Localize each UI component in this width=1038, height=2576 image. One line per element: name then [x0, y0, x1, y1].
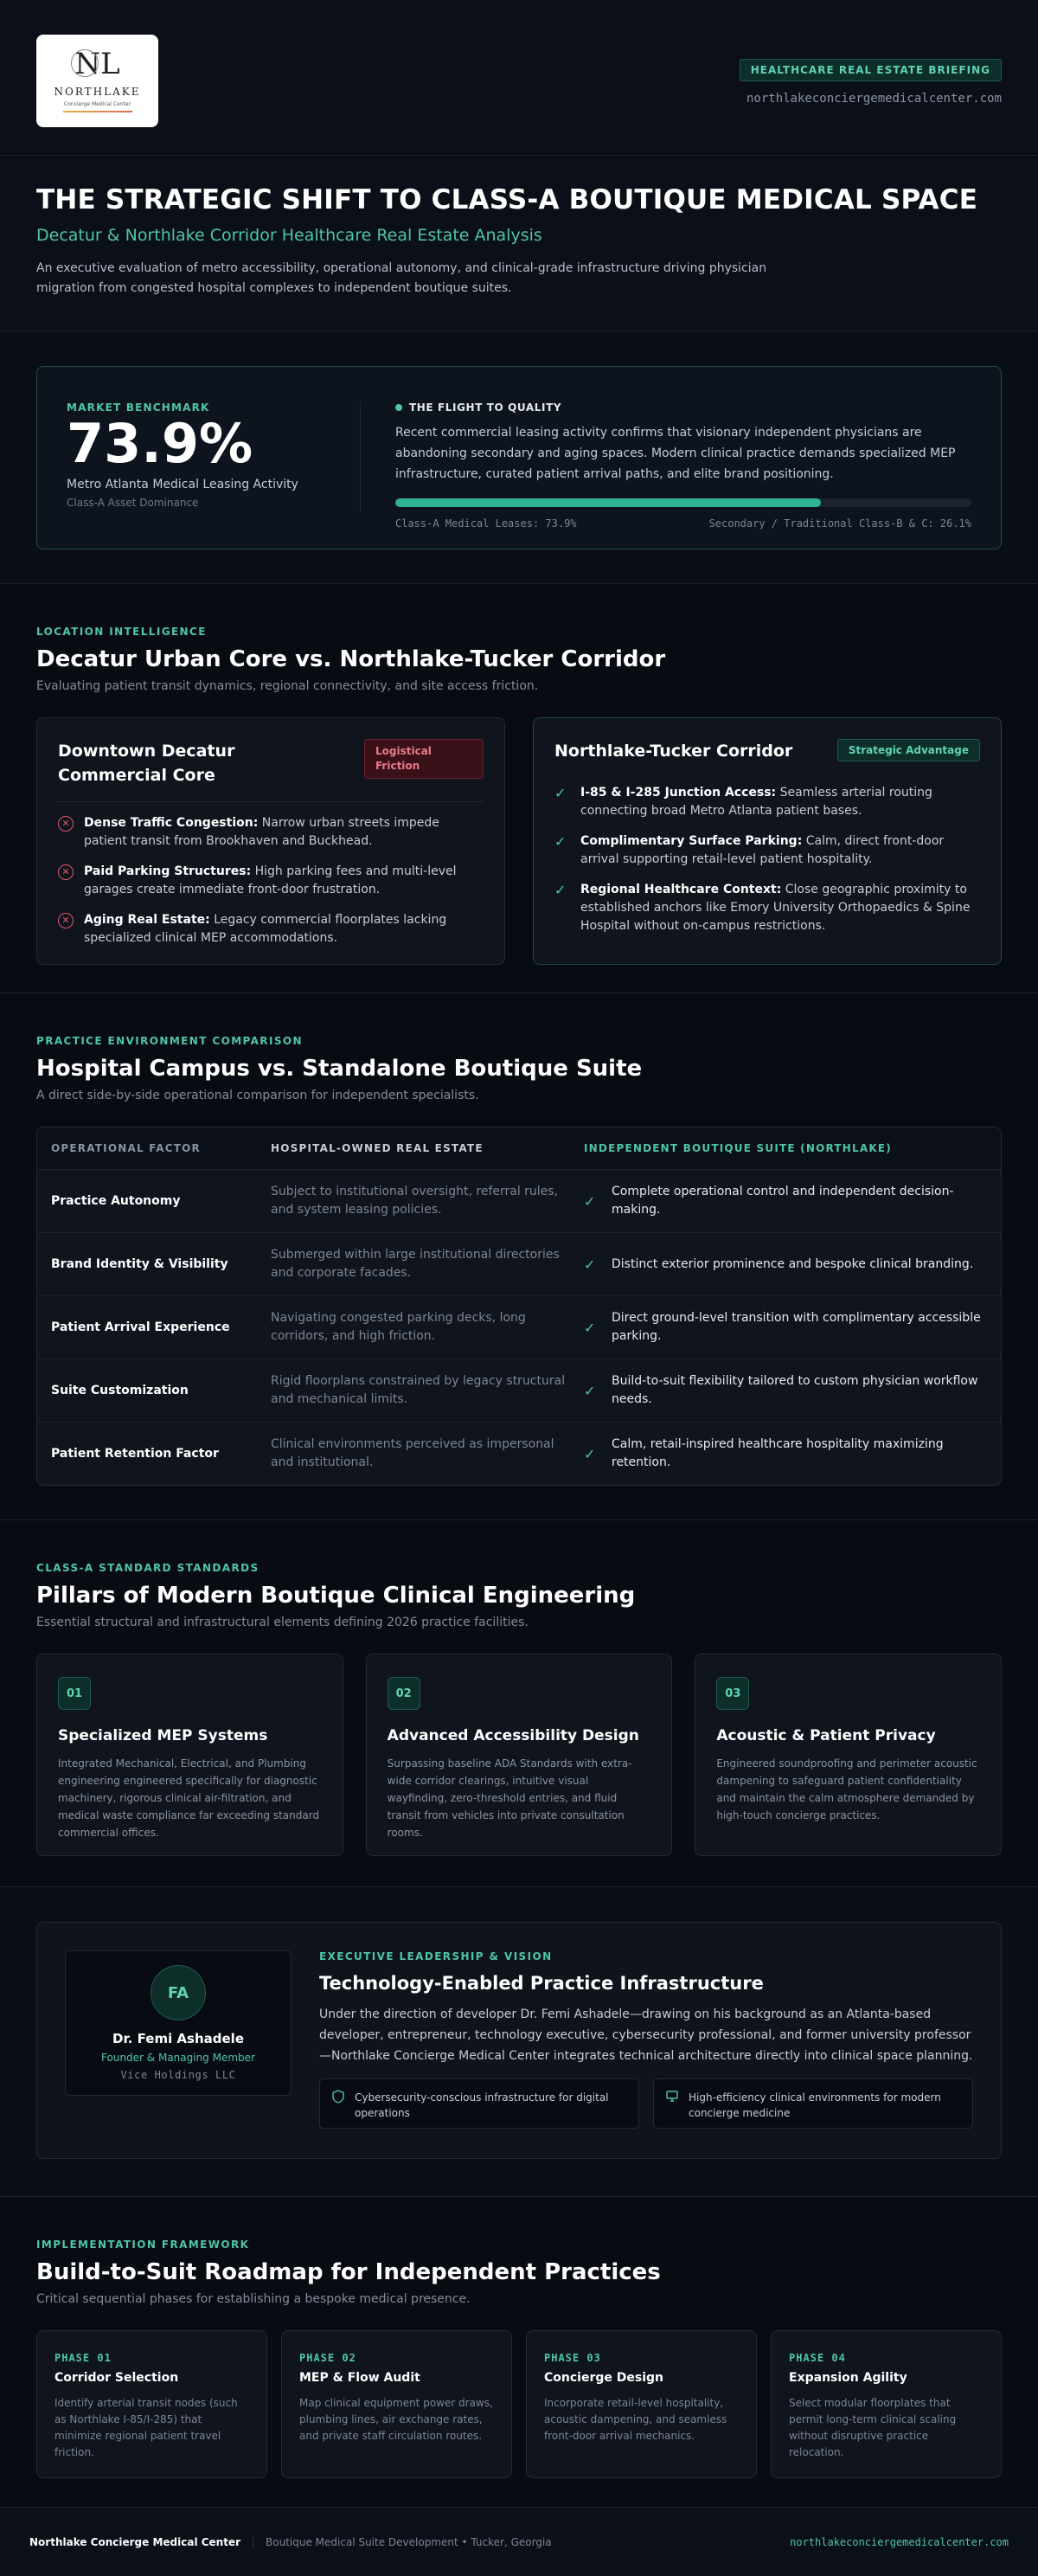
item-heading: Regional Healthcare Context: [580, 883, 782, 896]
phase-text: Identify arterial transit nodes (such as Northlake I-85/I-285) that minimize regional patient travel friction. [54, 2397, 238, 2458]
profile-card [65, 1950, 292, 2096]
table-header [37, 1127, 1001, 1169]
column-header: OPERATIONAL FACTOR [51, 1142, 201, 1154]
check-icon: ✓ [554, 833, 567, 850]
phase-text: Select modular floorplates that permit long-term clinical scaling without disruptive practice relocation. [789, 2397, 957, 2458]
pillar-card [36, 1654, 343, 1856]
comparison-lead: A direct side-by-side operational comparison for independent specialists. [36, 1089, 479, 1102]
leadership-text: Under the direction of developer Dr. Femi Ashadele—drawing on his background as an Atlanta-based developer, entrepreneur, technology executive, cybersecurity professional, and former university professor—Northlake Concierge Medical Center integrates technical architecture directly into clinical space planning. [319, 2007, 973, 2063]
header-domain-link[interactable]: northlakeconciergemedicalcenter.com [746, 92, 1002, 106]
phase-label: PHASE 03 [544, 2352, 601, 2364]
roadmap-section [0, 2197, 1038, 2508]
logo-rule [63, 111, 132, 112]
briefing-block [740, 59, 1002, 106]
pillar-number: 03 [716, 1677, 749, 1710]
check-icon: ✓ [584, 1192, 596, 1210]
hero-intro: An executive evaluation of metro accessibility, operational autonomy, and clinical-grade infrastructure driving physician migration from congested hospital complexes to independent boutique suites. [36, 261, 767, 295]
avatar: FA [151, 1965, 206, 2020]
pillars-eyebrow: CLASS-A STANDARD STANDARDS [36, 1562, 260, 1574]
list-item [58, 911, 484, 948]
feature-clinical [653, 2078, 973, 2129]
check-icon: ✓ [584, 1256, 596, 1273]
pillar-title: Specialized MEP Systems [58, 1727, 268, 1744]
roadmap-title: Build-to-Suit Roadmap for Independent Practices [36, 2259, 661, 2285]
location-lead: Evaluating patient transit dynamics, regional connectivity, and site access friction. [36, 679, 539, 693]
leadership-card [36, 1922, 1002, 2159]
friction-badge: Logistical Friction [364, 739, 484, 779]
list-item [554, 832, 980, 869]
phase-title: Corridor Selection [54, 2371, 179, 2385]
footer [0, 2508, 1038, 2576]
phase-title: MEP & Flow Audit [299, 2371, 420, 2385]
row-hospital: Rigid floorplans constrained by legacy structural and mechanical limits. [271, 1374, 566, 1406]
row-boutique: Distinct exterior prominence and bespoke clinical branding. [612, 1256, 974, 1271]
pillar-text: Engineered soundproofing and perimeter acoustic dampening to safeguard patient confidentiality and maintain the calm atmosphere demanded by high-touch concierge practices. [716, 1757, 977, 1821]
column-header: INDEPENDENT BOUTIQUE SUITE (NORTHLAKE) [584, 1142, 892, 1154]
footer-info: Boutique Medical Suite Development • Tucker, Georgia [266, 2536, 552, 2548]
legend-secondary: Secondary / Traditional Class-B & C: 26.1% [708, 517, 971, 530]
row-boutique: Complete operational control and independent decision-making. [612, 1185, 954, 1217]
hero-section [0, 156, 1038, 331]
row-factor: Practice Autonomy [51, 1194, 181, 1208]
pillars-section [0, 1520, 1038, 1887]
item-heading: Aging Real Estate: [84, 913, 210, 927]
phase-text: Incorporate retail-level hospitality, acoustic dampening, and seamless front-door arrival mechanics. [544, 2397, 727, 2442]
item-text: Calm, direct front-door arrival supporting retail-level patient hospitality. [580, 834, 945, 866]
row-boutique: Direct ground-level transition with complimentary accessible parking. [612, 1311, 981, 1343]
roadmap-lead: Critical sequential phases for establishing a bespoke medical presence. [36, 2292, 471, 2306]
item-text: Close geographic proximity to established anchors like Emory University Orthopaedics & Spine Hospital without on-campus restrictions. [580, 883, 971, 933]
x-circle-icon: ✕ [58, 816, 74, 832]
flight-title-row [395, 401, 971, 414]
comparison-title: Hospital Campus vs. Standalone Boutique Suite [36, 1056, 643, 1082]
logo-subtitle: Concierge Medical Center [63, 101, 131, 107]
x-circle-icon: ✕ [58, 864, 74, 880]
row-hospital: Submerged within large institutional directories and corporate facades. [271, 1248, 560, 1280]
feature-text: High-efficiency clinical environments for modern concierge medicine [689, 2091, 941, 2119]
northlake-title: Northlake-Tucker Corridor [554, 742, 793, 761]
list-item [554, 881, 980, 935]
leadership-title: Technology-Enabled Practice Infrastructure [319, 1973, 764, 1994]
row-boutique: Calm, retail-inspired healthcare hospitality maximizing retention. [612, 1437, 944, 1469]
item-text: Legacy commercial floorplates lacking specialized clinical MEP accommodations. [84, 913, 447, 945]
benchmark-card [36, 366, 1002, 549]
legend-class-a: Class-A Medical Leases: 73.9% [395, 517, 577, 530]
item-text: Seamless arterial routing connecting broad Metro Atlanta patient bases. [580, 786, 932, 818]
item-heading: I-85 & I-285 Junction Access: [580, 786, 777, 800]
advantage-badge: Strategic Advantage [837, 739, 980, 761]
pillar-text: Integrated Mechanical, Electrical, and Plumbing engineering engineered specifically for diagnostic machinery, rigorous clinical air-filtration, and medical waste compliance far exceeding standard commercial offices. [58, 1757, 320, 1839]
logo-monogram: NL [74, 47, 120, 81]
benchmark-description: Metro Atlanta Medical Leasing Activity [67, 478, 298, 491]
phase-title: Expansion Agility [789, 2371, 907, 2385]
check-icon: ✓ [584, 1319, 596, 1336]
pillar-card [366, 1654, 673, 1856]
flight-text: Recent commercial leasing activity confirms that visionary independent physicians are abandoning secondary and aging spaces. Modern clinical practice demands specialized MEP infrastructure, curated patient arrival paths, and elite brand positioning. [395, 426, 956, 481]
progress-legend [395, 517, 971, 530]
page-title: THE STRATEGIC SHIFT TO CLASS-A BOUTIQUE MEDICAL SPACE [36, 184, 978, 215]
phase-text: Map clinical equipment power draws, plumbing lines, air exchange rates, and private staff circulation routes. [299, 2397, 493, 2442]
pillar-title: Advanced Accessibility Design [387, 1727, 639, 1744]
item-heading: Dense Traffic Congestion: [84, 816, 259, 830]
footer-url-link[interactable]: northlakeconciergemedicalcenter.com [790, 2536, 1009, 2548]
decatur-title: Downtown Decatur Commercial Core [58, 742, 235, 785]
benchmark-value: 73.9% [67, 412, 253, 475]
pillar-card [695, 1654, 1002, 1856]
pillars-lead: Essential structural and infrastructural elements defining 2026 practice facilities. [36, 1616, 529, 1629]
phase-card [526, 2330, 757, 2478]
pillar-number: 02 [388, 1677, 420, 1710]
leadership-section [0, 1887, 1038, 2197]
location-title: Decatur Urban Core vs. Northlake-Tucker Corridor [36, 646, 666, 672]
table-row [37, 1359, 1001, 1422]
comparison-table [36, 1127, 1002, 1486]
row-factor: Patient Retention Factor [51, 1447, 219, 1461]
row-factor: Patient Arrival Experience [51, 1320, 230, 1334]
item-heading: Paid Parking Structures: [84, 864, 252, 878]
list-item [554, 784, 980, 820]
northlake-card [533, 717, 1002, 965]
status-dot-icon [395, 404, 402, 411]
leasing-progress-bar [395, 498, 971, 507]
feature-text: Cybersecurity-conscious infrastructure for digital operations [355, 2091, 609, 2119]
benchmark-stat [67, 401, 361, 512]
row-hospital: Navigating congested parking decks, long corridors, and high friction. [271, 1311, 526, 1343]
item-text: Narrow urban streets impede patient transit from Brookhaven and Buckhead. [84, 816, 439, 848]
pillar-number: 01 [58, 1677, 91, 1710]
benchmark-section [0, 331, 1038, 584]
profile-org: Vice Holdings LLC [120, 2069, 236, 2081]
row-factor: Brand Identity & Visibility [51, 1257, 228, 1271]
x-circle-icon: ✕ [58, 913, 74, 928]
check-icon: ✓ [554, 882, 567, 898]
flight-to-quality [361, 401, 971, 549]
benchmark-note: Class-A Asset Dominance [67, 497, 199, 509]
pillar-title: Acoustic & Patient Privacy [716, 1727, 936, 1744]
list-item [58, 863, 484, 899]
check-icon: ✓ [554, 785, 567, 801]
check-icon: ✓ [584, 1382, 596, 1399]
leadership-body [319, 1950, 973, 2130]
phase-card [36, 2330, 267, 2478]
pillar-text: Surpassing baseline ADA Standards with extra-wide corridor clearings, intuitive visual wayfinding, zero-threshold entries, and fluid transit from vehicles into private consultation rooms. [387, 1757, 632, 1839]
table-row [37, 1232, 1001, 1295]
roadmap-eyebrow: IMPLEMENTATION FRAMEWORK [36, 2239, 250, 2251]
decatur-card [36, 717, 505, 965]
check-icon: ✓ [584, 1445, 596, 1462]
footer-brand: Northlake Concierge Medical Center [29, 2536, 241, 2548]
location-section [0, 584, 1038, 993]
row-hospital: Subject to institutional oversight, referral rules, and system leasing policies. [271, 1185, 559, 1217]
row-hospital: Clinical environments perceived as impersonal and institutional. [271, 1437, 554, 1469]
briefing-badge: HEALTHCARE REAL ESTATE BRIEFING [740, 59, 1002, 81]
item-text: High parking fees and multi-level garages create immediate front-door frustration. [84, 864, 457, 896]
phase-label: PHASE 01 [54, 2352, 112, 2364]
top-header [0, 0, 1038, 156]
item-heading: Complimentary Surface Parking: [580, 834, 803, 848]
logo-name: NORTHLAKE [54, 86, 141, 98]
leadership-eyebrow: EXECUTIVE LEADERSHIP & VISION [319, 1950, 553, 1963]
list-item [58, 814, 484, 851]
table-row [37, 1295, 1001, 1359]
leasing-progress-fill [395, 498, 821, 507]
location-eyebrow: LOCATION INTELLIGENCE [36, 626, 207, 638]
benchmark-label: MARKET BENCHMARK [67, 401, 210, 414]
phase-label: PHASE 04 [789, 2352, 846, 2364]
shield-icon [332, 2090, 344, 2117]
phase-card [771, 2330, 1002, 2478]
feature-cybersecurity [319, 2078, 639, 2129]
table-row [37, 1422, 1001, 1485]
page-subtitle: Decatur & Northlake Corridor Healthcare Real Estate Analysis [36, 226, 542, 245]
profile-name: Dr. Femi Ashadele [112, 2031, 244, 2046]
pillars-title: Pillars of Modern Boutique Clinical Engineering [36, 1583, 636, 1609]
comparison-eyebrow: PRACTICE ENVIRONMENT COMPARISON [36, 1035, 303, 1047]
profile-role: Founder & Managing Member [101, 2052, 255, 2064]
table-row [37, 1169, 1001, 1232]
row-boutique: Build-to-suit flexibility tailored to custom physician workflow needs. [612, 1374, 978, 1406]
phase-label: PHASE 02 [299, 2352, 356, 2364]
row-factor: Suite Customization [51, 1384, 189, 1397]
comparison-section [0, 993, 1038, 1520]
flight-title: THE FLIGHT TO QUALITY [409, 401, 562, 414]
brand-logo[interactable] [36, 35, 158, 127]
phase-title: Concierge Design [544, 2371, 663, 2385]
phase-card [281, 2330, 512, 2478]
column-header: HOSPITAL-OWNED REAL ESTATE [271, 1142, 484, 1154]
monitor-icon [666, 2090, 678, 2117]
